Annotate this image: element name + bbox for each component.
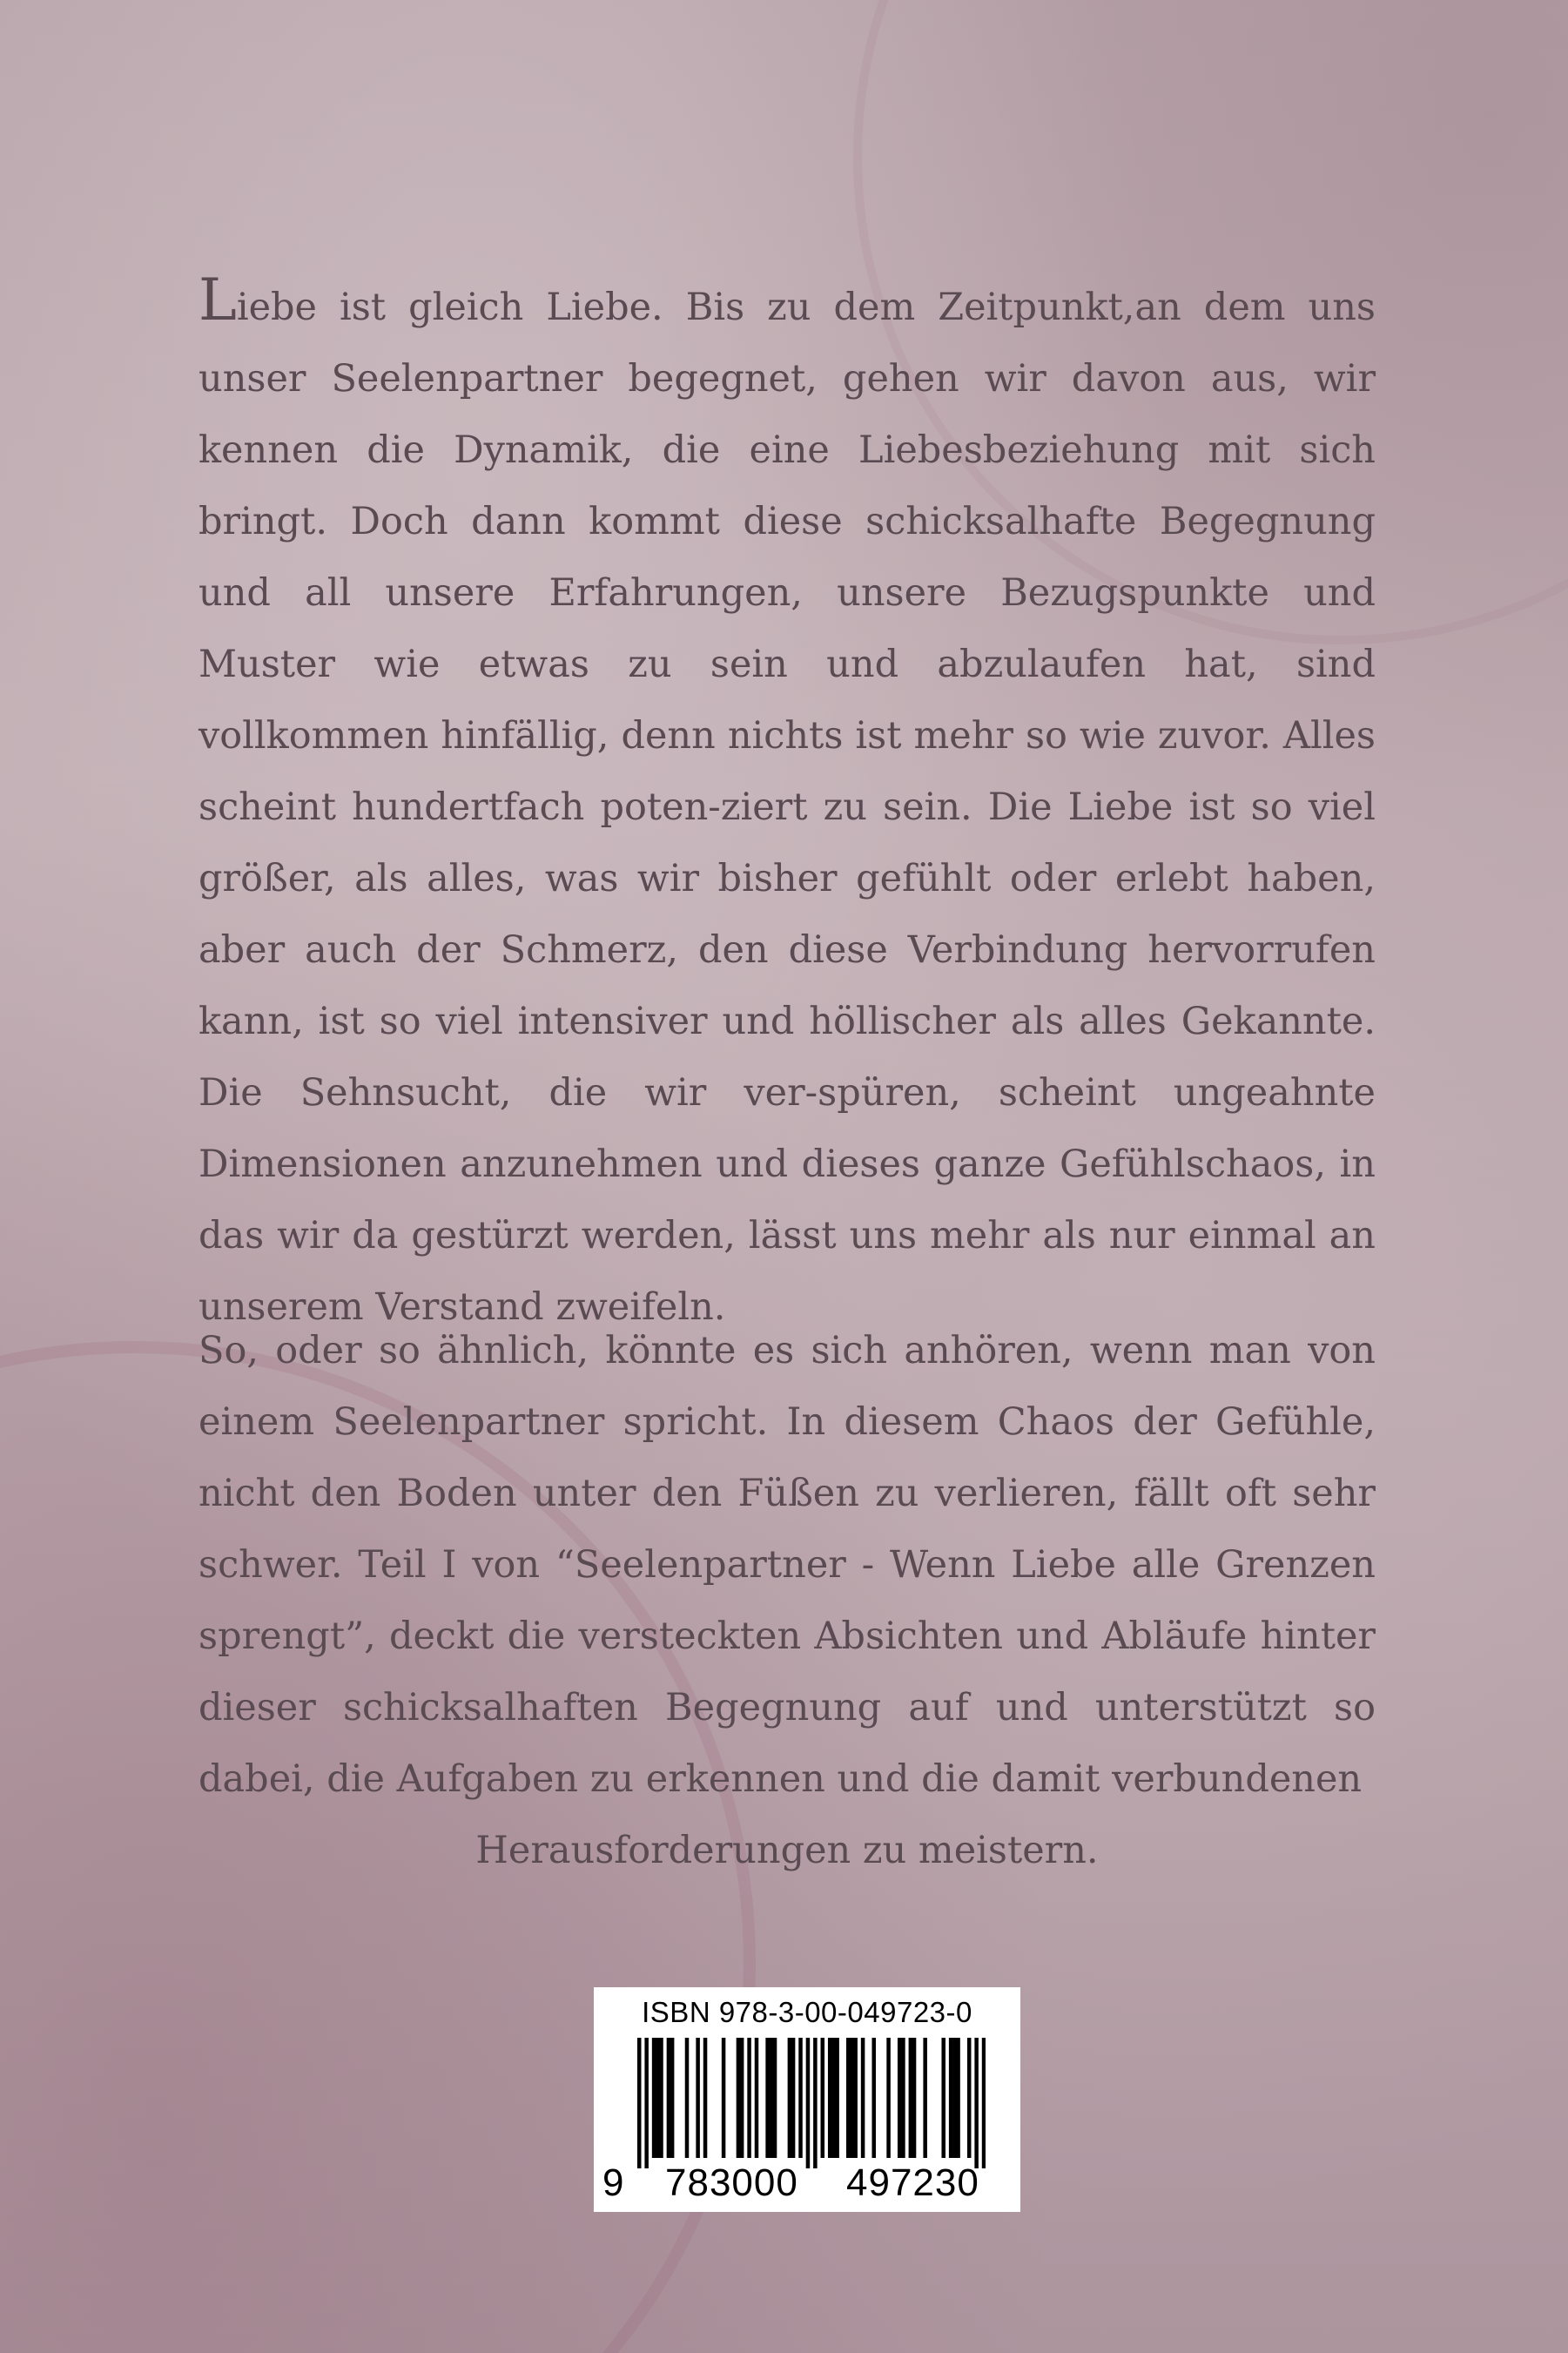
barcode-bar xyxy=(798,2038,803,2158)
barcode-digit-first: 9 xyxy=(602,2161,625,2204)
barcode-bar xyxy=(901,2038,905,2158)
barcode-bar xyxy=(652,2038,656,2158)
barcode-digits-right: 497230 xyxy=(846,2161,979,2204)
barcode-bar xyxy=(974,2038,979,2168)
barcode-bar xyxy=(813,2038,818,2168)
barcode-bar xyxy=(846,2038,851,2158)
barcode-bar xyxy=(685,2038,690,2158)
barcode-bar xyxy=(831,2038,836,2158)
barcode-bar xyxy=(670,2038,675,2158)
barcode-bar xyxy=(886,2038,891,2158)
barcode-bar xyxy=(949,2038,953,2158)
barcode-bar xyxy=(806,2038,811,2168)
barcode-bars xyxy=(637,2038,986,2168)
barcode-bar xyxy=(755,2038,759,2158)
barcode-bar xyxy=(788,2038,792,2158)
isbn-label: ISBN 978-3-00-049723-0 xyxy=(642,1996,972,2028)
barcode-bar xyxy=(898,2038,902,2158)
barcode-bar xyxy=(835,2038,839,2158)
barcode-bar xyxy=(696,2038,700,2158)
barcode-bar xyxy=(956,2038,960,2158)
barcode-bar xyxy=(737,2038,741,2158)
barcode-bar xyxy=(821,2038,825,2158)
blurb-paragraph-2 xyxy=(199,1315,1376,1886)
barcode-bar xyxy=(765,2038,770,2158)
barcode-bar xyxy=(853,2038,858,2158)
barcode-bar xyxy=(967,2038,972,2158)
barcode-bar xyxy=(982,2038,986,2168)
barcode-bar xyxy=(850,2038,854,2158)
blurb-paragraph-1 xyxy=(199,266,1376,1343)
barcode-bar xyxy=(722,2038,726,2158)
barcode-bar xyxy=(923,2038,927,2158)
barcode-bar xyxy=(644,2038,649,2168)
barcode-bar xyxy=(656,2038,660,2158)
barcode-bar xyxy=(791,2038,796,2158)
barcode-bar xyxy=(941,2038,946,2158)
paragraph-1-text: iebe ist gleich Liebe. Bis zu dem Zeitpunkt,an dem uns unser Seelenpartner begegnet, gehen wir davon aus, wir kennen die Dynamik, die eine Liebesbeziehung mit sich bringt. Doch dann kommt diese schicksalhafte Begegnung und all unsere Erfahrungen, unsere Bezugspunkte und Muster wie etwas zu sein und abzulaufen hat, sind vollkommen hinfällig, denn nichts ist mehr so wie zuvor. Alles scheint hundertfach poten-ziert zu sein. Die Liebe ist so viel größer, als alles, was wir bisher gefühlt oder erlebt haben, aber auch der Schmerz, den diese Verbindung hervorrufen kann, ist so viel intensiver und höllischer als alles Gekannte. Die Sehnsucht, die wir ver-spüren, scheint ungeahnte Dimensionen anzunehmen und dieses ganze Gefühlschaos, in das wir da gestürzt werden, lässt uns mehr als nur einmal an unserem Verstand zweifeln. xyxy=(199,286,1376,1329)
barcode-bar xyxy=(740,2038,744,2158)
paragraph-2-last-line: Herausforderungen zu meistern. xyxy=(475,1829,1099,1872)
barcode-bar xyxy=(637,2038,642,2168)
isbn-barcode xyxy=(594,1987,1020,2212)
barcode-bar xyxy=(667,2038,671,2158)
drop-cap: L xyxy=(199,266,237,334)
barcode-bar xyxy=(770,2038,774,2158)
barcode-bar xyxy=(952,2038,957,2158)
barcode-bar xyxy=(659,2038,663,2158)
barcode-bar xyxy=(871,2038,876,2158)
barcode-bar xyxy=(861,2038,865,2158)
barcode-bar xyxy=(747,2038,751,2158)
barcode-bar xyxy=(912,2038,917,2158)
barcode-digits-left: 783000 xyxy=(665,2161,798,2204)
barcode-bar xyxy=(703,2038,708,2158)
paragraph-2-text: So, oder so ähnlich, könnte es sich anhören, wenn man von einem Seelenpartner spricht. In diesem Chaos der Gefühle, nicht den Boden unter den Füßen zu verlieren, fällt oft sehr schwer. Teil I von “Seelenpartner - Wenn Liebe alle Grenzen sprengt”, deckt die versteckten Absichten und Abläufe hinter dieser schicksalhaften Begegnung auf und unterstützt so dabei, die Aufgaben zu erkennen und die damit verbundenen xyxy=(199,1329,1376,1801)
barcode-bar xyxy=(909,2038,913,2158)
barcode-bar xyxy=(828,2038,832,2158)
barcode-bar xyxy=(773,2038,777,2158)
